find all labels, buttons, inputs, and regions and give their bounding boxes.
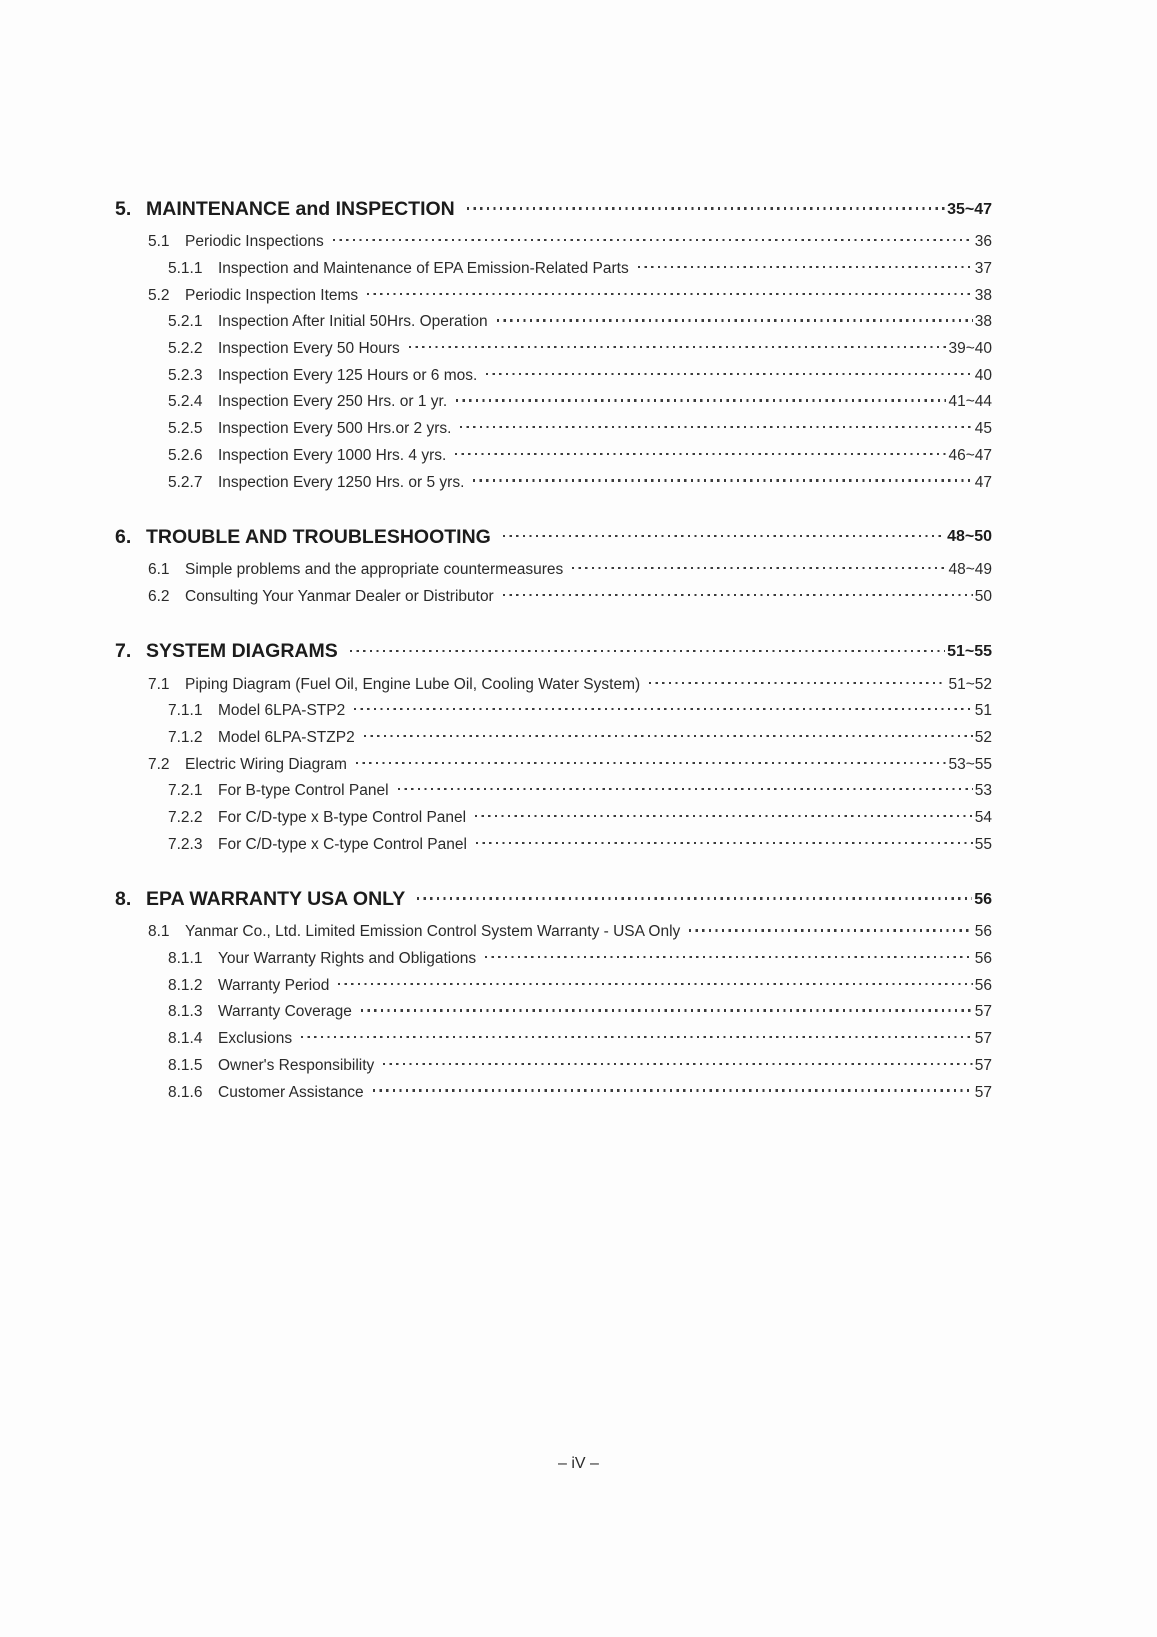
dot-leader [475,815,973,817]
entry-number: 5.2.1 [168,313,203,331]
entry-title: Inspection Every 50 Hours [218,340,400,358]
entry-title: Customer Assistance [218,1083,364,1101]
dot-leader [467,207,945,209]
entry-page-numbers: 35~47 [947,200,992,218]
entry-title: Yanmar Co., Ltd. Limited Emission Control System Warranty - USA Only [185,923,681,941]
entry-number: 5.2.5 [168,420,203,438]
entry-number: 5.2.4 [168,393,203,411]
entry-page-numbers: 37 [974,260,992,278]
dot-leader [367,293,973,295]
entry-page-numbers: 52 [974,728,992,746]
entry-number: 6.2 [148,587,170,605]
entry-number: 8.1.5 [168,1056,203,1074]
entry-number: 5.2 [148,286,170,304]
dot-leader [460,426,972,428]
toc-entry [115,999,992,1026]
entry-number: 5.2.2 [168,340,203,358]
dot-leader [456,399,946,401]
entry-number: 5. [115,198,132,220]
entry-title: Inspection Every 500 Hrs.or 2 yrs. [218,420,452,438]
toc-entry [115,919,992,946]
entry-title: Inspection Every 250 Hrs. or 1 yr. [218,393,448,411]
entry-page-numbers: 51~55 [947,642,992,660]
toc-entry [115,1053,992,1080]
entry-title: Your Warranty Rights and Obligations [218,950,477,968]
entry-page-numbers: 55 [974,835,992,853]
toc-entry [115,1026,992,1053]
dot-leader [333,239,973,241]
toc-entry [115,584,992,611]
entry-title: Inspection After Initial 50Hrs. Operation [218,313,488,331]
entry-page-numbers: 57 [974,1003,992,1021]
entry-number: 7.2.3 [168,835,203,853]
toc-entry [115,725,992,752]
entry-number: 8.1.2 [168,976,203,994]
dot-leader [373,1089,973,1091]
entry-page-numbers: 40 [974,366,992,384]
entry-page-numbers: 57 [974,1083,992,1101]
entry-page-numbers: 57 [974,1056,992,1074]
toc-entry [115,671,992,698]
toc-entry [115,1079,992,1106]
dot-leader [301,1036,973,1038]
entry-title: Piping Diagram (Fuel Oil, Engine Lube Oil, Cooling Water System) [185,675,641,693]
entry-number: 8.1 [148,923,170,941]
entry-number: 8.1.3 [168,1003,203,1021]
entry-title: Model 6LPA-STP2 [218,702,346,720]
entry-number: 5.1.1 [168,260,203,278]
dot-leader [503,594,973,596]
toc-section [115,883,992,1106]
dot-leader [364,735,973,737]
dot-leader [455,453,946,455]
entry-title: Warranty Period [218,976,330,994]
entry-number: 7.1 [148,675,170,693]
entry-page-numbers: 48~50 [947,528,992,546]
entry-page-numbers: 51 [974,702,992,720]
dot-leader [354,708,973,710]
toc-section-header [115,521,992,554]
toc-entry [115,256,992,283]
entry-page-numbers: 41~44 [948,393,992,411]
toc-section-header [115,883,992,916]
toc-entry [115,831,992,858]
toc-entry [115,946,992,973]
entry-number: 7. [115,640,132,663]
toc-section [115,635,992,858]
toc-entry [115,416,992,443]
entry-title: Periodic Inspection Items [185,286,359,304]
toc-entry [115,443,992,470]
entry-title: EPA WARRANTY USA ONLY [146,888,406,911]
entry-number: 5.1 [148,233,170,251]
toc-entry [115,698,992,725]
entry-title: Warranty Coverage [218,1003,352,1021]
dot-leader [497,319,973,321]
entry-number: 8. [115,888,132,911]
entry-page-numbers: 54 [974,809,992,827]
entry-page-numbers: 56 [974,923,992,941]
entry-number: 5.2.3 [168,366,203,384]
toc-section [115,193,992,496]
entry-title: Consulting Your Yanmar Dealer or Distributor [185,587,494,605]
toc-entry [115,282,992,309]
entry-title: Owner's Responsibility [218,1056,375,1074]
entry-page-numbers: 57 [974,1030,992,1048]
entry-number: 8.1.6 [168,1083,203,1101]
dot-leader [417,897,972,899]
toc-entry [115,557,992,584]
toc-entry [115,751,992,778]
dot-leader [689,929,972,931]
entry-title: Inspection Every 125 Hours or 6 mos. [218,366,478,384]
toc-section-header [115,193,992,226]
entry-page-numbers: 38 [974,286,992,304]
entry-number: 7.1.2 [168,728,203,746]
entry-title: Inspection and Maintenance of EPA Emission-Related Parts [218,260,629,278]
entry-page-numbers: 36 [974,233,992,251]
dot-leader [476,842,973,844]
dot-leader [638,266,973,268]
page-number-footer: – iV – [558,1455,599,1472]
entry-number: 5.2.7 [168,473,203,491]
entry-page-numbers: 39~40 [948,340,992,358]
dot-leader [338,983,972,985]
toc-entry [115,336,992,363]
toc-entry [115,972,992,999]
entry-title: For B-type Control Panel [218,782,389,800]
entry-page-numbers: 38 [974,313,992,331]
entry-page-numbers: 47 [974,473,992,491]
toc-entry [115,309,992,336]
entry-page-numbers: 48~49 [948,561,992,579]
dot-leader [486,373,972,375]
entry-title: SYSTEM DIAGRAMS [146,640,338,663]
dot-leader [649,682,946,684]
toc-entry [115,389,992,416]
entry-page-numbers: 45 [974,420,992,438]
dot-leader [485,956,973,958]
entry-number: 6. [115,525,132,548]
toc-section-header [115,635,992,668]
dot-leader [572,567,946,569]
entry-page-numbers: 53~55 [948,755,992,773]
entry-title: For C/D-type x B-type Control Panel [218,809,467,827]
toc [115,193,992,1106]
entry-number: 6.1 [148,561,170,579]
entry-number: 7.2 [148,755,170,773]
entry-title: For C/D-type x C-type Control Panel [218,835,467,853]
entry-title: Electric Wiring Diagram [185,755,347,773]
dot-leader [383,1063,972,1065]
entry-number: 5.2.6 [168,446,203,464]
entry-title: Inspection Every 1250 Hrs. or 5 yrs. [218,473,465,491]
entry-page-numbers: 51~52 [948,675,992,693]
toc-entry [115,805,992,832]
entry-title: TROUBLE AND TROUBLESHOOTING [146,525,491,548]
entry-page-numbers: 56 [974,950,992,968]
entry-page-numbers: 53 [974,782,992,800]
dot-leader [409,346,947,348]
entry-page-numbers: 50 [974,587,992,605]
dot-leader [350,650,945,652]
dot-leader [503,535,945,537]
entry-number: 8.1.4 [168,1030,203,1048]
entry-number: 7.2.2 [168,809,203,827]
dot-leader [361,1009,973,1011]
entry-page-numbers: 46~47 [948,446,992,464]
toc-entry [115,778,992,805]
entry-number: 7.1.1 [168,702,203,720]
entry-number: 8.1.1 [168,950,203,968]
entry-title: Simple problems and the appropriate countermeasures [185,561,564,579]
entry-title: Periodic Inspections [185,233,324,251]
toc-entry [115,469,992,496]
toc-entry [115,362,992,389]
entry-title: Inspection Every 1000 Hrs. 4 yrs. [218,446,447,464]
entry-page-numbers: 56 [974,976,992,994]
entry-title: Model 6LPA-STZP2 [218,728,355,746]
entry-number: 7.2.1 [168,782,203,800]
dot-leader [398,788,973,790]
dot-leader [473,479,972,481]
entry-title: MAINTENANCE and INSPECTION [146,198,455,220]
dot-leader [356,762,947,764]
entry-title: Exclusions [218,1030,293,1048]
toc-entry [115,229,992,256]
toc-section [115,521,992,610]
entry-page-numbers: 56 [974,890,992,908]
